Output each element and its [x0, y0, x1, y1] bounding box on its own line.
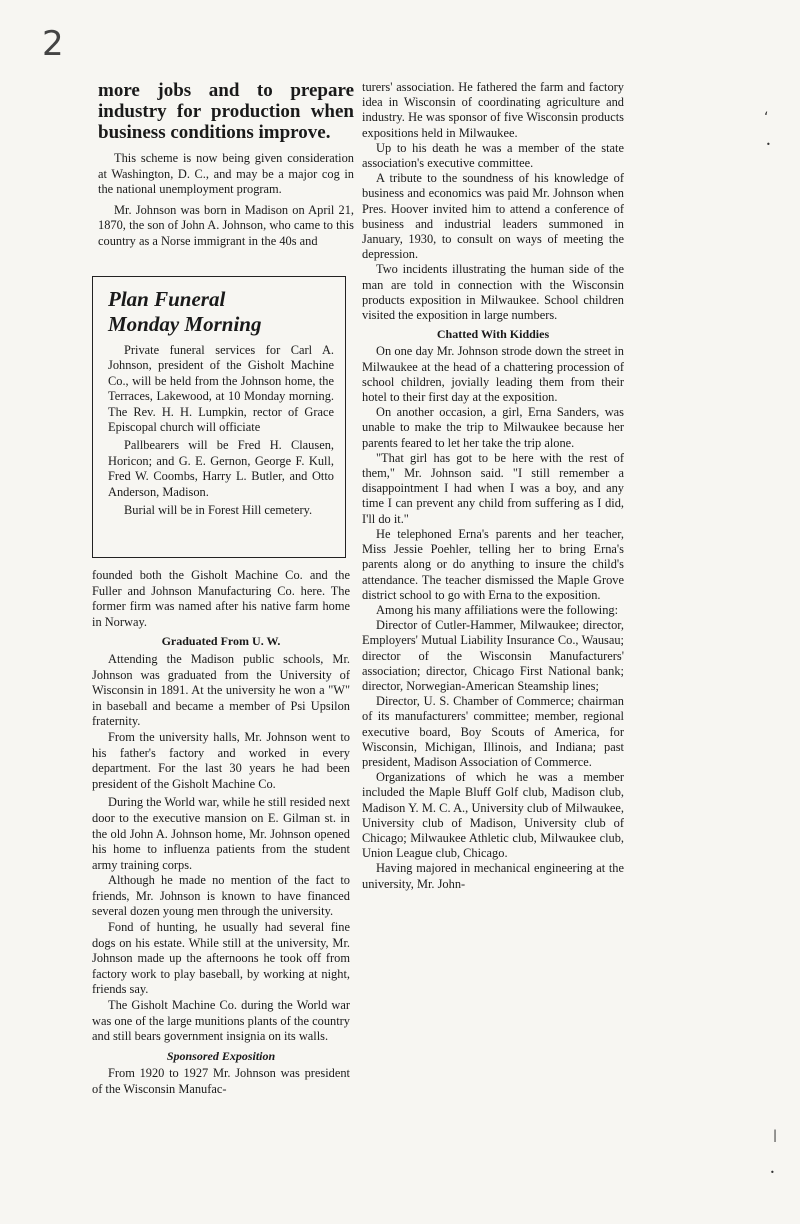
box-headline [108, 287, 340, 337]
paragraph: He telephoned Erna's parents and her teacher, Miss Jessie Poehler, telling her to bring Erna's parents along or do anything to insure the child's attendance. The teacher dismissed the Maple Grove district school to go with Erna to the exposition. [362, 526, 624, 602]
paragraph: During the World war, while he still resided next door to the executive mansion on E. Gilman st. in the old John A. Johnson home, Mr. Johnson opened his home to influenza patients from the student army training corps. [92, 795, 350, 872]
scan-speck-4: • [770, 1168, 775, 1177]
paragraph: Two incidents illustrating the human side of the man are told in connection with the Wisconsin products exposition in Milwaukee. School children visited the exposition in large numbers. [362, 262, 624, 323]
scan-speck-2: • [766, 140, 771, 149]
list-item: Having majored in mechanical engineering at the university, Mr. John- [362, 861, 624, 891]
paragraph: Although he made no mention of the fact to friends, Mr. Johnson is known to have financed several dozen young men through the university. [92, 873, 350, 919]
paragraph: From 1920 to 1927 Mr. Johnson was president of the Wisconsin Manufac- [92, 1066, 350, 1096]
page-number-marker: 2 [42, 24, 64, 64]
paragraph: turers' association. He fathered the farm and factory idea in Wisconsin of coordinating agriculture and industry. He was sponsor of five Wisconsin products expositions held in Milwaukee. [362, 80, 624, 140]
box-headline-line-2: Monday Morning [108, 312, 262, 336]
affiliations-list [362, 618, 624, 892]
box-paragraph: Pallbearers will be Fred H. Clausen, Horicon; and G. E. Gernon, George F. Kull, Fred W. Coombs, Harry L. Butler, and Otto Anderson, Madison. [108, 438, 334, 499]
list-item: Director of Cutler-Hammer, Milwaukee; director, Employers' Mutual Liability Insurance Co., Wausau; director of the Wisconsin Manufacturers' association; director, Chicago First National bank; director, Norwegian-American Steamship lines; [362, 618, 624, 693]
paragraph: From the university halls, Mr. Johnson went to his father's factory and worked in every department. For the last 30 years he had been president of the Gisholt Machine Co. [92, 729, 350, 791]
funeral-notice-box [92, 276, 346, 558]
subheading: Sponsored Exposition [166, 1048, 276, 1063]
paragraph: "That girl has got to be here with the rest of them," Mr. Johnson said. "I still remember a disappointment I had when I was a boy, and any time I can prevent any child from suffering as I did, I'll do it." [362, 450, 624, 526]
column-2 [362, 80, 624, 892]
lead-paragraph: more jobs and to prepare industry for production when business conditions improve. [98, 80, 354, 143]
paragraph: This scheme is now being given consideration at Washington, D. C., and may be a major cog in the national unemployment program. [98, 151, 354, 197]
subheading: Graduated From U. W. [161, 634, 281, 649]
column-1-bottom [92, 568, 350, 1098]
paragraph: On another occasion, a girl, Erna Sanders, was unable to make the trip to Milwaukee because her parents feared to let her take the trip alone. [362, 405, 624, 450]
box-headline-line-1: Plan Funeral [108, 287, 226, 311]
paragraph: Attending the Madison public schools, Mr. Johnson was graduated from the University of Wisconsin in 1891. At the university he won a "W" in baseball and became a member of Psi Upsilon fraternity. [92, 651, 350, 729]
list-item: Organizations of which he was a member included the Maple Bluff Golf club, Madison club, Madison Y. M. C. A., University club of Milwaukee, University club of Madison, University club of Chicago; Milwaukee Athletic club, Milwaukee club, Union League club, Chicago. [362, 770, 624, 861]
paragraph: Mr. Johnson was born in Madison on April 21, 1870, the son of John A. Johnson, who came to this country as a Norse immigrant in the 40s and [98, 202, 354, 248]
paragraph: The Gisholt Machine Co. during the World war was one of the large munitions plants of the country and still bears government insignia on its walls. [92, 998, 350, 1044]
box-paragraph: Burial will be in Forest Hill cemetery. [124, 503, 313, 518]
paragraph: On one day Mr. Johnson strode down the street in Milwaukee at the head of a chattering procession of school children, jovially leading them from their hotel to their first day at the exposition. [362, 344, 624, 405]
column-1-top [98, 80, 354, 250]
paragraph: Fond of hunting, he usually had several fine dogs on his estate. While still at the university, Mr. Johnson made up the afternoons he took off from factory work to play baseball, by working at night, friends say. [92, 920, 350, 997]
subheading: Chatted With Kiddies [436, 327, 550, 342]
paragraph: A tribute to the soundness of his knowledge of business and economics was paid Mr. Johnson when Pres. Hoover invited him to attend a conference of business and industrial leaders summoned in January, 1930, to consult on ways of meeting the depression. [362, 171, 624, 262]
scan-speck-3: | [773, 1128, 778, 1142]
scan-speck-1: ‘ [764, 110, 769, 126]
paragraph: Among his many affiliations were the following: [376, 602, 619, 617]
paragraph: founded both the Gisholt Machine Co. and the Fuller and Johnson Manufacturing Co. here. The former firm was named after his native farm home in Norway. [92, 568, 350, 629]
box-paragraph: Private funeral services for Carl A. Johnson, president of the Gisholt Machine Co., will be held from the Johnson home, the Terraces, Lakewood, at 10 Monday morning. The Rev. H. H. Lumpkin, rector of Grace Episcopal church will officiate [108, 343, 334, 435]
paragraph: Up to his death he was a member of the state association's executive committee. [362, 140, 624, 171]
list-item: Director, U. S. Chamber of Commerce; chairman of its manufacturers' committee; member, regional executive board, Boy Scouts of America, for Wisconsin, Michigan, Illinois, and Indiana; past president, Madison Association of Commerce. [362, 694, 624, 769]
